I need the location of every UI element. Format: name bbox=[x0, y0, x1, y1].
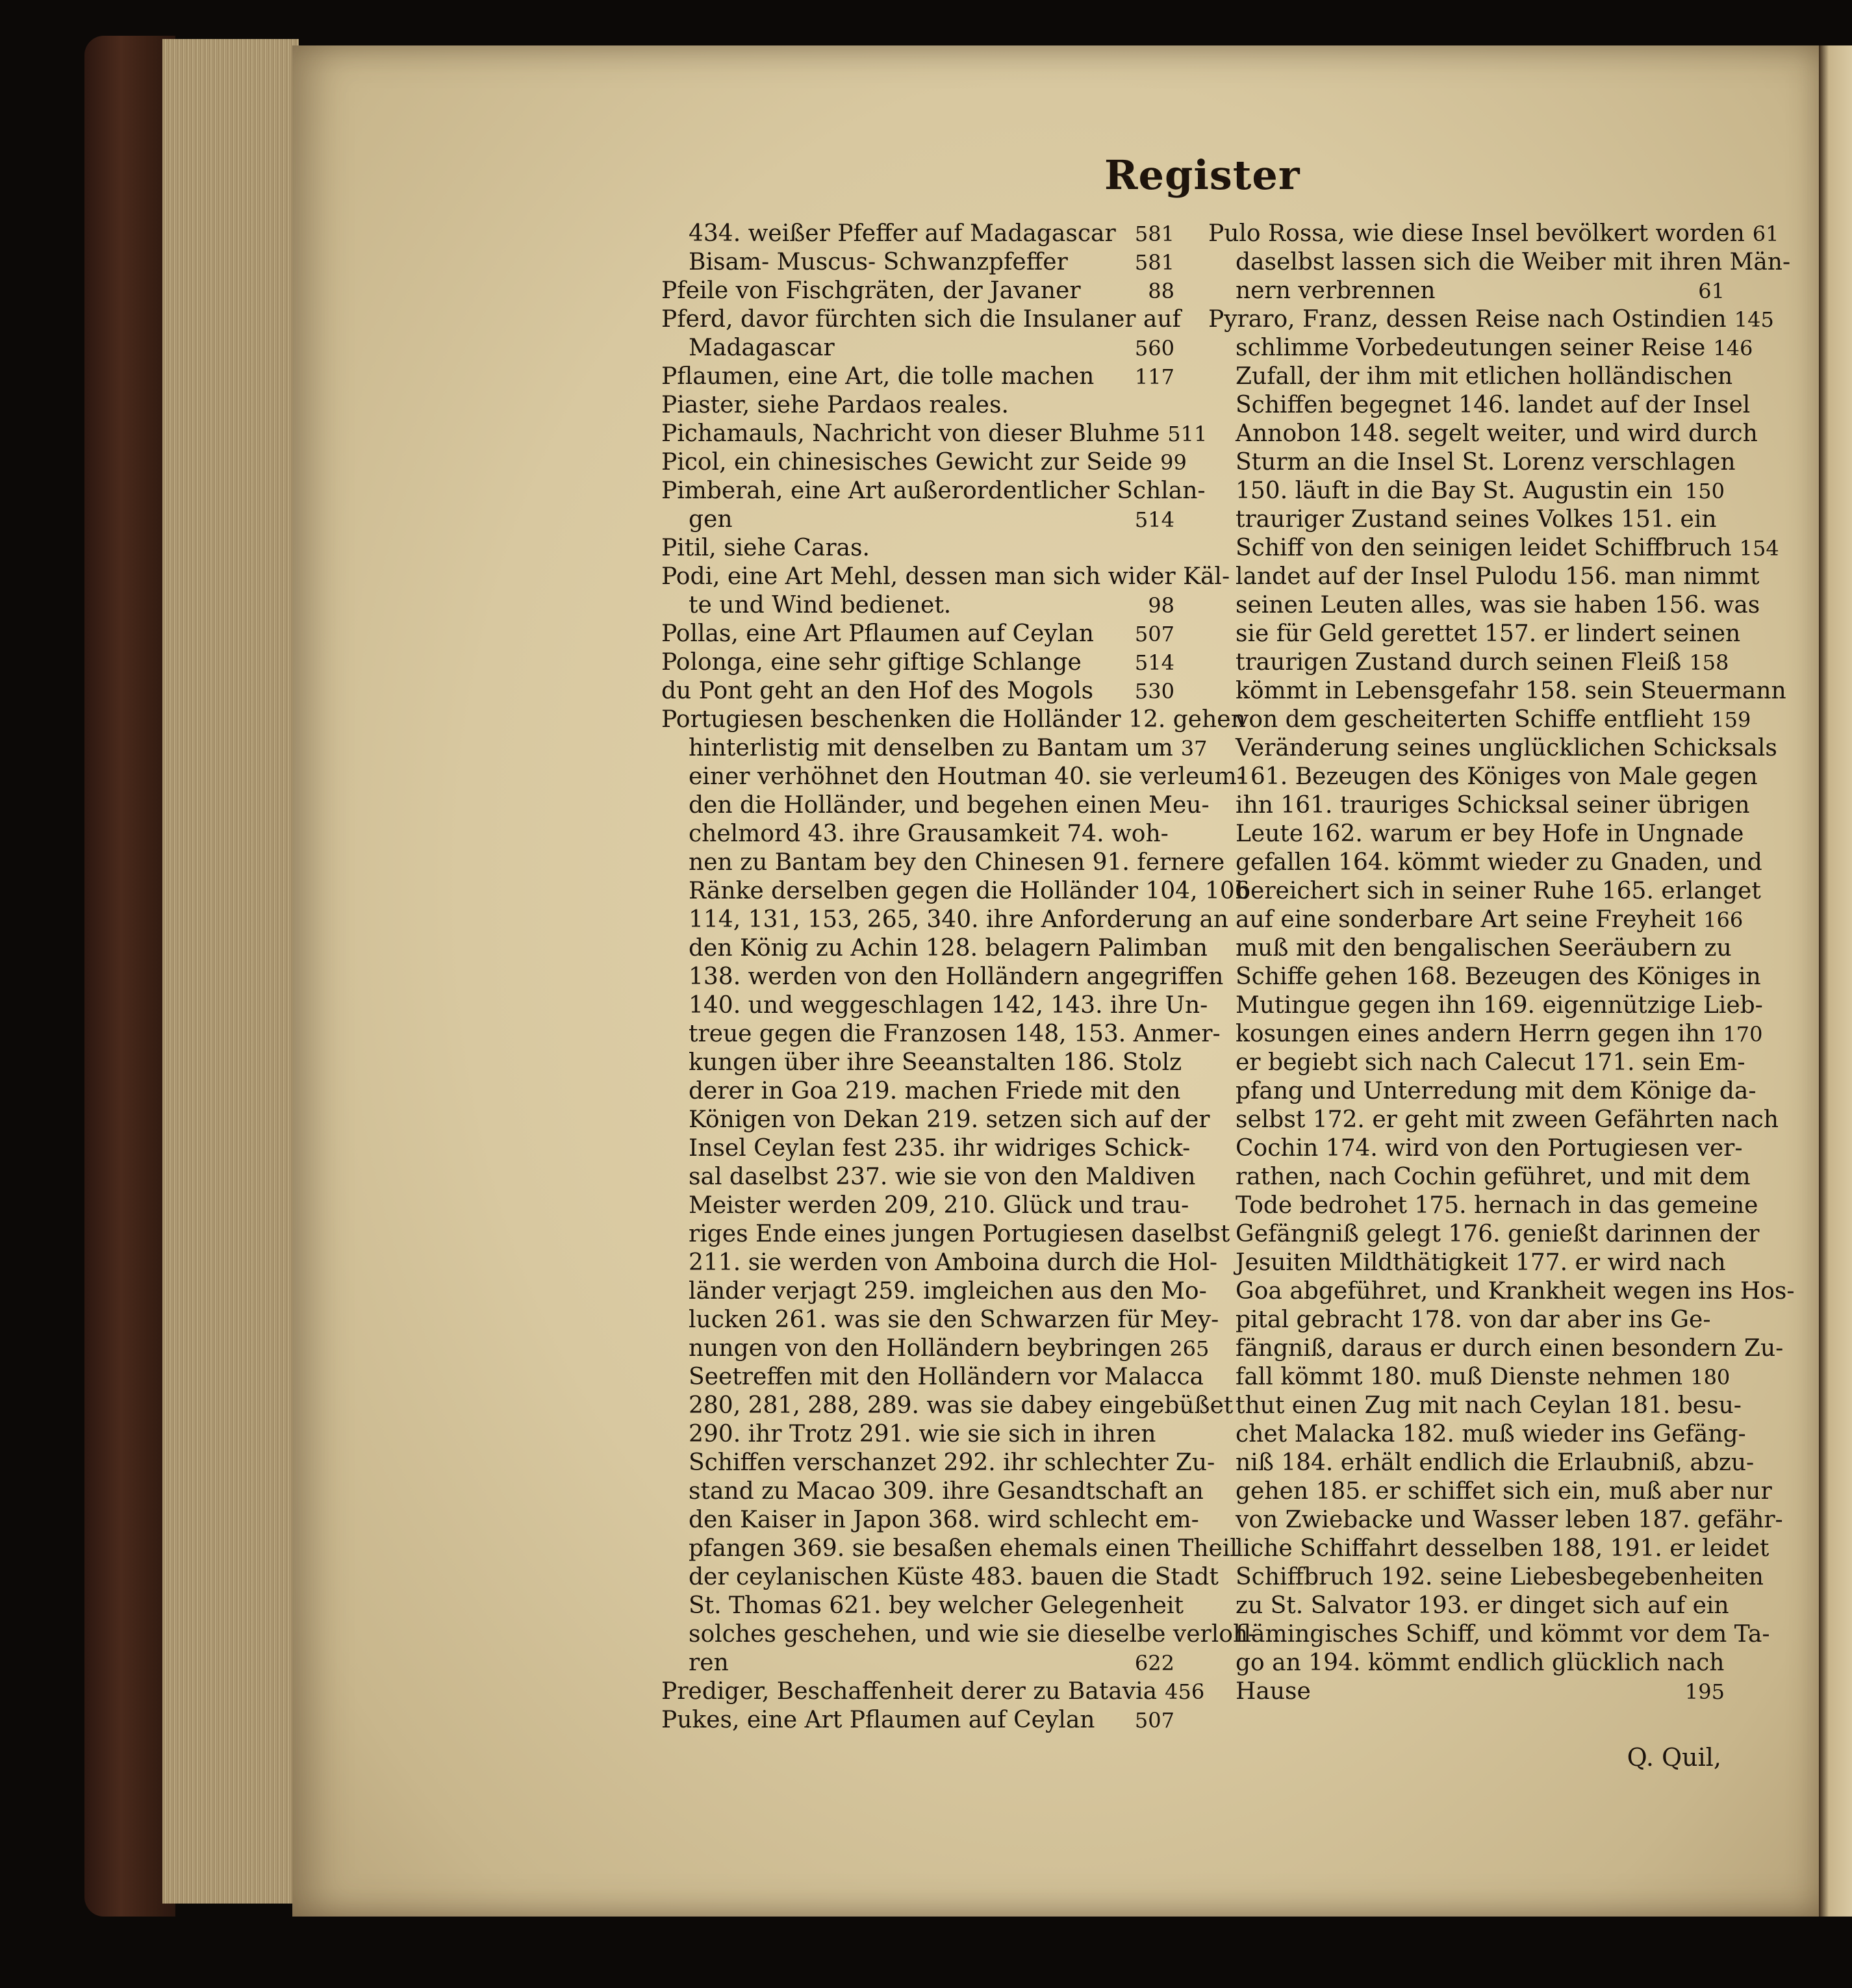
entry-text: Cochin 174. wird von den Portugiesen ver- bbox=[1236, 1135, 1743, 1162]
entry-page-number: 117 bbox=[1134, 364, 1174, 389]
entry-page-number: 514 bbox=[1134, 507, 1174, 532]
entry-text: nen zu Bantam bey den Chinesen 91. fernere bbox=[689, 849, 1225, 876]
index-entry bbox=[661, 1592, 1184, 1620]
entry-text: ihn 161. trauriges Schicksal seiner übrigen bbox=[1236, 792, 1750, 819]
index-entry bbox=[661, 277, 1174, 305]
entry-text: Zufall, der ihm mit etlichen holländischen bbox=[1236, 363, 1733, 390]
index-entry bbox=[1208, 1077, 1757, 1106]
entry-page-number: 170 bbox=[1723, 1022, 1763, 1047]
entry-text: kömmt in Lebensgefahr 158. sein Steuermann bbox=[1236, 678, 1786, 704]
entry-page-number: 581 bbox=[1134, 250, 1174, 275]
entry-text: gefallen 164. kömmt wieder zu Gnaden, und bbox=[1236, 849, 1762, 876]
index-entry bbox=[1208, 1506, 1783, 1535]
index-entry bbox=[661, 305, 1181, 334]
entry-page-number: 507 bbox=[1134, 1708, 1174, 1733]
index-entry bbox=[661, 477, 1206, 505]
index-entry bbox=[1208, 448, 1736, 477]
entry-text: flämingisches Schiff, und kömmt vor dem Ta- bbox=[1236, 1621, 1770, 1648]
entry-text: 280, 281, 288, 289. was sie dabey eingebüßet bbox=[689, 1392, 1234, 1419]
index-entry bbox=[1208, 1249, 1725, 1277]
entry-text: riges Ende eines jungen Portugiesen daselbst bbox=[689, 1221, 1230, 1247]
index-entry bbox=[1208, 591, 1760, 620]
page-edges bbox=[162, 39, 299, 1904]
index-entry bbox=[1208, 391, 1751, 420]
entry-page-number: 98 bbox=[1148, 593, 1174, 618]
entry-text: er begiebt sich nach Calecut 171. sein Em- bbox=[1236, 1049, 1745, 1076]
index-entry bbox=[1208, 1192, 1758, 1220]
entry-text: Seetreffen mit den Holländern vor Malacca bbox=[689, 1364, 1204, 1390]
index-entry bbox=[661, 620, 1174, 648]
entry-text: chelmord 43. ihre Grausamkeit 74. woh- bbox=[689, 821, 1169, 847]
entry-text: Prediger, Beschaffenheit derer zu Batavia bbox=[661, 1678, 1158, 1705]
index-entry bbox=[661, 1535, 1237, 1563]
index-entry bbox=[661, 563, 1230, 591]
entry-text: sie für Geld gerettet 157. er lindert seinen bbox=[1236, 620, 1741, 647]
entry-text: Picol, ein chinesisches Gewicht zur Seide bbox=[661, 449, 1153, 476]
entry-text: Podi, eine Art Mehl, dessen man sich wider Käl- bbox=[661, 563, 1230, 590]
index-entry bbox=[661, 248, 1174, 277]
index-entry bbox=[1208, 1677, 1725, 1706]
entry-text: sal daselbst 237. wie sie von den Maldiven bbox=[689, 1164, 1196, 1190]
index-entry bbox=[1208, 420, 1758, 448]
entry-page-number: 88 bbox=[1148, 279, 1174, 303]
entry-text: den König zu Achin 128. belagern Palimban bbox=[689, 935, 1208, 962]
entry-text: gehen 185. er schiffet sich ein, muß aber nur bbox=[1236, 1478, 1772, 1505]
entry-text: traurigen Zustand durch seinen Fleiß bbox=[1236, 649, 1682, 676]
index-entry bbox=[661, 1192, 1189, 1220]
index-entry bbox=[661, 1506, 1199, 1535]
index-entry bbox=[661, 1392, 1234, 1420]
entry-page-number: 514 bbox=[1134, 650, 1174, 675]
index-entry bbox=[1208, 1163, 1751, 1192]
index-entry bbox=[1208, 1649, 1725, 1677]
index-entry bbox=[661, 448, 1187, 477]
entry-text: Pimberah, eine Art außerordentlicher Schlan- bbox=[661, 478, 1206, 504]
entry-text: Pfeile von Fischgräten, der Javaner bbox=[661, 277, 1081, 304]
catchword: Q. Quil, bbox=[1627, 1743, 1721, 1772]
entry-text: von dem gescheiterten Schiffe entflieht bbox=[1236, 706, 1704, 733]
index-entry bbox=[661, 1677, 1205, 1706]
index-entry bbox=[1208, 334, 1753, 363]
index-entry bbox=[661, 1477, 1204, 1506]
index-entry bbox=[661, 734, 1208, 763]
entry-text: daselbst lassen sich die Weiber mit ihren Män- bbox=[1236, 249, 1791, 275]
index-entry bbox=[661, 934, 1208, 963]
index-entry bbox=[661, 1563, 1219, 1592]
entry-text: selbst 172. er geht mit zween Gefährten nach bbox=[1236, 1106, 1779, 1133]
index-column-left bbox=[661, 220, 1256, 1735]
index-entry bbox=[661, 1649, 1174, 1677]
entry-text: lucken 261. was sie den Schwarzen für Mey- bbox=[689, 1306, 1219, 1333]
entry-text: Madagascar bbox=[689, 335, 835, 361]
index-entry bbox=[1208, 477, 1725, 505]
index-entry bbox=[661, 1249, 1218, 1277]
entry-text: Mutingue gegen ihn 169. eigennützige Lieb- bbox=[1236, 992, 1763, 1019]
entry-page-number: 158 bbox=[1689, 650, 1729, 675]
entry-text: 211. sie werden von Amboina durch die Hol- bbox=[689, 1249, 1218, 1276]
entry-text: 290. ihr Trotz 291. wie sie sich in ihren bbox=[689, 1421, 1156, 1447]
entry-text: Ränke derselben gegen die Holländer 104, 106 bbox=[689, 878, 1250, 904]
index-entry bbox=[661, 848, 1225, 877]
index-column-right bbox=[1208, 220, 1795, 1706]
index-entry bbox=[1208, 1106, 1779, 1134]
entry-text: Portugiesen beschenken die Holländer 12. gehen bbox=[661, 706, 1246, 733]
entry-text: Annobon 148. segelt weiter, und wird durch bbox=[1236, 420, 1758, 447]
entry-text: hinterlistig mit denselben zu Bantam um bbox=[689, 735, 1173, 761]
entry-text: thut einen Zug mit nach Ceylan 181. besu- bbox=[1236, 1392, 1742, 1419]
entry-text: muß mit den bengalischen Seeräubern zu bbox=[1236, 935, 1732, 962]
entry-text: fall kömmt 180. muß Dienste nehmen bbox=[1236, 1364, 1683, 1390]
index-entry bbox=[661, 534, 1174, 563]
index-entry bbox=[1208, 620, 1741, 648]
entry-page-number: 622 bbox=[1134, 1651, 1174, 1676]
index-entry bbox=[1208, 1563, 1764, 1592]
index-entry bbox=[1208, 220, 1779, 248]
entry-text: Pukes, eine Art Pflaumen auf Ceylan bbox=[661, 1707, 1095, 1733]
index-entry bbox=[1208, 963, 1761, 991]
entry-text: Gefängniß gelegt 176. genießt darinnen der bbox=[1236, 1221, 1760, 1247]
index-entry bbox=[1208, 906, 1744, 934]
entry-text: Schiff von den seinigen leidet Schiffbruch bbox=[1236, 535, 1732, 561]
entry-text: fängniß, daraus er durch einen besondern Zu- bbox=[1236, 1335, 1784, 1362]
entry-text: Bisam- Muscus- Schwanzpfeffer bbox=[689, 249, 1068, 275]
index-entry bbox=[661, 1620, 1256, 1649]
index-entry bbox=[661, 1334, 1210, 1363]
entry-page-number: 61 bbox=[1698, 279, 1725, 303]
entry-page-number: 530 bbox=[1134, 679, 1174, 704]
index-entry bbox=[661, 1077, 1181, 1106]
index-entry bbox=[661, 1220, 1230, 1249]
entry-page-number: 159 bbox=[1711, 707, 1751, 732]
index-entry bbox=[1208, 1306, 1725, 1334]
index-entry bbox=[1208, 706, 1751, 734]
index-entry bbox=[661, 1020, 1221, 1049]
entry-page-number: 61 bbox=[1752, 222, 1779, 246]
entry-text: länder verjagt 259. imgleichen aus den Mo- bbox=[689, 1278, 1207, 1305]
entry-text: Pyraro, Franz, dessen Reise nach Ostindien bbox=[1208, 306, 1727, 333]
index-entry bbox=[661, 820, 1174, 848]
entry-text: solches geschehen, und wie sie dieselbe verloh- bbox=[689, 1621, 1256, 1648]
entry-text: liche Schiffahrt desselben 188, 191. er leidet bbox=[1236, 1535, 1770, 1562]
entry-text: 434. weißer Pfeffer auf Madagascar bbox=[689, 220, 1116, 247]
index-entry bbox=[661, 591, 1174, 620]
running-head: Register bbox=[1104, 151, 1300, 199]
index-entry bbox=[1208, 1277, 1795, 1306]
index-entry bbox=[661, 220, 1174, 248]
entry-page-number: 456 bbox=[1165, 1679, 1205, 1704]
index-entry bbox=[1208, 1363, 1731, 1392]
index-entry bbox=[661, 706, 1246, 734]
entry-text: chet Malacka 182. muß wieder ins Gefäng- bbox=[1236, 1421, 1746, 1447]
index-entry bbox=[661, 763, 1245, 791]
entry-page-number: 154 bbox=[1739, 536, 1779, 561]
index-entry bbox=[1208, 1620, 1770, 1649]
entry-page-number: 150 bbox=[1684, 479, 1725, 503]
entry-page-number: 507 bbox=[1134, 622, 1174, 646]
entry-text: Jesuiten Mildthätigkeit 177. er wird nach bbox=[1236, 1249, 1726, 1276]
index-entry bbox=[1208, 734, 1777, 763]
entry-text: seinen Leuten alles, was sie haben 156. was bbox=[1236, 592, 1760, 618]
entry-text: gen bbox=[689, 506, 733, 533]
index-entry bbox=[661, 677, 1174, 706]
index-entry bbox=[1208, 1334, 1784, 1363]
entry-page-number: 166 bbox=[1703, 908, 1744, 932]
index-entry bbox=[1208, 1020, 1763, 1049]
entry-page-number: 511 bbox=[1167, 422, 1208, 446]
index-entry bbox=[661, 963, 1224, 991]
index-entry bbox=[1208, 563, 1760, 591]
entry-text: niß 184. erhält endlich die Erlaubniß, abzu- bbox=[1236, 1449, 1755, 1476]
index-entry bbox=[1208, 791, 1750, 820]
index-entry bbox=[1208, 277, 1725, 305]
index-entry bbox=[661, 391, 1174, 420]
entry-text: pfangen 369. sie besaßen ehemals einen Theil bbox=[689, 1535, 1237, 1562]
entry-text: Königen von Dekan 219. setzen sich auf der bbox=[689, 1106, 1210, 1133]
book-spine bbox=[84, 36, 175, 1917]
entry-text: Pulo Rossa, wie diese Insel bevölkert worden bbox=[1208, 220, 1745, 247]
index-entry bbox=[661, 1163, 1196, 1192]
index-entry bbox=[661, 363, 1174, 391]
index-entry bbox=[1208, 505, 1725, 534]
entry-text: Pferd, davor fürchten sich die Insulaner auf bbox=[661, 306, 1181, 333]
index-entry bbox=[1208, 934, 1732, 963]
index-entry bbox=[661, 1106, 1210, 1134]
index-entry bbox=[1208, 1477, 1772, 1506]
entry-text: Schiffen begegnet 146. landet auf der Insel bbox=[1236, 392, 1751, 418]
entry-text: du Pont geht an den Hof des Mogols bbox=[661, 678, 1094, 704]
index-entry bbox=[1208, 677, 1786, 706]
entry-page-number: 265 bbox=[1169, 1336, 1210, 1361]
index-entry bbox=[1208, 877, 1761, 906]
index-entry bbox=[1208, 991, 1763, 1020]
entry-text: Schiffen verschanzet 292. ihr schlechter Zu- bbox=[689, 1449, 1215, 1476]
entry-text: Tode bedrohet 175. hernach in das gemeine bbox=[1236, 1192, 1758, 1219]
index-entry bbox=[661, 420, 1208, 448]
index-entry bbox=[1208, 1592, 1729, 1620]
entry-page-number: 37 bbox=[1180, 736, 1208, 761]
entry-text: den die Holländer, und begehen einen Meu- bbox=[689, 792, 1210, 819]
entry-text: 161. Bezeugen des Königes von Male gegen bbox=[1236, 763, 1758, 790]
entry-text: Pitil, siehe Caras. bbox=[661, 535, 870, 561]
entry-text: 150. läuft in die Bay St. Augustin ein bbox=[1236, 478, 1673, 504]
index-entry bbox=[1208, 1392, 1742, 1420]
entry-text: pital gebracht 178. von dar aber ins Ge- bbox=[1236, 1306, 1711, 1333]
index-entry bbox=[661, 505, 1174, 534]
index-entry bbox=[1208, 1134, 1743, 1163]
entry-text: Sturm an die Insel St. Lorenz verschlagen bbox=[1236, 449, 1736, 476]
index-entry bbox=[1208, 248, 1791, 277]
entry-text: schlimme Vorbedeutungen seiner Reise bbox=[1236, 335, 1706, 361]
entry-text: Pollas, eine Art Pflaumen auf Ceylan bbox=[661, 620, 1094, 647]
index-entry bbox=[661, 1277, 1207, 1306]
entry-text: zu St. Salvator 193. er dinget sich auf ein bbox=[1236, 1592, 1729, 1619]
entry-text: Hause bbox=[1236, 1678, 1311, 1705]
index-entry bbox=[661, 1134, 1191, 1163]
entry-text: kungen über ihre Seeanstalten 186. Stolz bbox=[689, 1049, 1182, 1076]
entry-text: nungen von den Holländern beybringen bbox=[689, 1335, 1162, 1362]
entry-text: Piaster, siehe Pardaos reales. bbox=[661, 392, 1009, 418]
entry-text: nern verbrennen bbox=[1236, 277, 1436, 304]
index-entry bbox=[661, 791, 1210, 820]
entry-text: einer verhöhnet den Houtman 40. sie verleum- bbox=[689, 763, 1245, 790]
index-entry bbox=[661, 1420, 1174, 1449]
index-entry bbox=[1208, 1449, 1755, 1477]
index-entry bbox=[661, 1706, 1174, 1735]
entry-text: derer in Goa 219. machen Friede mit den bbox=[689, 1078, 1181, 1104]
index-entry bbox=[661, 877, 1250, 906]
entry-text: pfang und Unterredung mit dem Könige da- bbox=[1236, 1078, 1757, 1104]
index-entry bbox=[1208, 820, 1744, 848]
entry-text: Insel Ceylan fest 235. ihr widriges Schick- bbox=[689, 1135, 1191, 1162]
entry-text: treue gegen die Franzosen 148, 153. Anmer- bbox=[689, 1021, 1221, 1047]
entry-page-number: 581 bbox=[1134, 222, 1174, 246]
entry-text: von Zwiebacke und Wasser leben 187. gefähr- bbox=[1236, 1507, 1783, 1533]
index-entry bbox=[661, 991, 1208, 1020]
index-entry bbox=[1208, 305, 1774, 334]
index-entry bbox=[1208, 1220, 1760, 1249]
entry-page-number: 180 bbox=[1690, 1365, 1731, 1390]
entry-text: der ceylanischen Küste 483. bauen die Stadt bbox=[689, 1564, 1219, 1590]
entry-text: trauriger Zustand seines Volkes 151. ein bbox=[1236, 506, 1717, 533]
entry-text: kosungen eines andern Herrn gegen ihn bbox=[1236, 1021, 1716, 1047]
index-entry bbox=[661, 1363, 1204, 1392]
entry-text: Leute 162. warum er bey Hofe in Ungnade bbox=[1236, 821, 1744, 847]
entry-text: Schiffe gehen 168. Bezeugen des Königes in bbox=[1236, 963, 1761, 990]
entry-text: St. Thomas 621. bey welcher Gelegenheit bbox=[689, 1592, 1184, 1619]
entry-text: auf eine sonderbare Art seine Freyheit bbox=[1236, 906, 1696, 933]
entry-text: Veränderung seines unglücklichen Schicksals bbox=[1236, 735, 1777, 761]
index-entry bbox=[661, 1306, 1219, 1334]
entry-text: go an 194. kömmt endlich glücklich nach bbox=[1236, 1650, 1725, 1676]
entry-page-number: 146 bbox=[1713, 336, 1753, 361]
entry-text: 114, 131, 153, 265, 340. ihre Anforderung an bbox=[689, 906, 1229, 933]
index-entry bbox=[661, 906, 1229, 934]
index-entry bbox=[1208, 534, 1779, 563]
entry-text: te und Wind bedienet. bbox=[689, 592, 952, 618]
index-entry bbox=[1208, 848, 1762, 877]
entry-page-number: 145 bbox=[1734, 307, 1774, 332]
entry-text: landet auf der Insel Pulodu 156. man nimmt bbox=[1236, 563, 1760, 590]
entry-text: 138. werden von den Holländern angegriffen bbox=[689, 963, 1224, 990]
index-entry bbox=[661, 1449, 1215, 1477]
facing-page-edge bbox=[1819, 45, 1852, 1917]
index-entry bbox=[1208, 763, 1758, 791]
entry-text: rathen, nach Cochin geführet, und mit dem bbox=[1236, 1164, 1751, 1190]
index-entry bbox=[661, 1049, 1182, 1077]
entry-page-number: 195 bbox=[1684, 1679, 1725, 1704]
entry-page-number: 560 bbox=[1134, 336, 1174, 361]
index-entry bbox=[661, 334, 1174, 363]
entry-text: den Kaiser in Japon 368. wird schlecht em- bbox=[689, 1507, 1199, 1533]
entry-text: ren bbox=[689, 1650, 729, 1676]
index-entry bbox=[1208, 1049, 1745, 1077]
index-entry bbox=[1208, 1535, 1770, 1563]
entry-text: stand zu Macao 309. ihre Gesandtschaft an bbox=[689, 1478, 1204, 1505]
index-entry bbox=[1208, 363, 1733, 391]
entry-text: bereichert sich in seiner Ruhe 165. erlanget bbox=[1236, 878, 1761, 904]
entry-page-number: 99 bbox=[1160, 450, 1187, 475]
index-entry bbox=[1208, 648, 1729, 677]
index-entry bbox=[1208, 1420, 1746, 1449]
entry-text: Pflaumen, eine Art, die tolle machen bbox=[661, 363, 1095, 390]
entry-text: 140. und weggeschlagen 142, 143. ihre Un- bbox=[689, 992, 1208, 1019]
index-entry bbox=[661, 648, 1174, 677]
entry-text: Pichamauls, Nachricht von dieser Bluhme bbox=[661, 420, 1160, 447]
entry-text: Polonga, eine sehr giftige Schlange bbox=[661, 649, 1082, 676]
entry-text: Schiffbruch 192. seine Liebesbegebenheiten bbox=[1236, 1564, 1764, 1590]
entry-text: Meister werden 209, 210. Glück und trau- bbox=[689, 1192, 1189, 1219]
entry-text: Goa abgeführet, und Krankheit wegen ins Hos- bbox=[1236, 1278, 1795, 1305]
